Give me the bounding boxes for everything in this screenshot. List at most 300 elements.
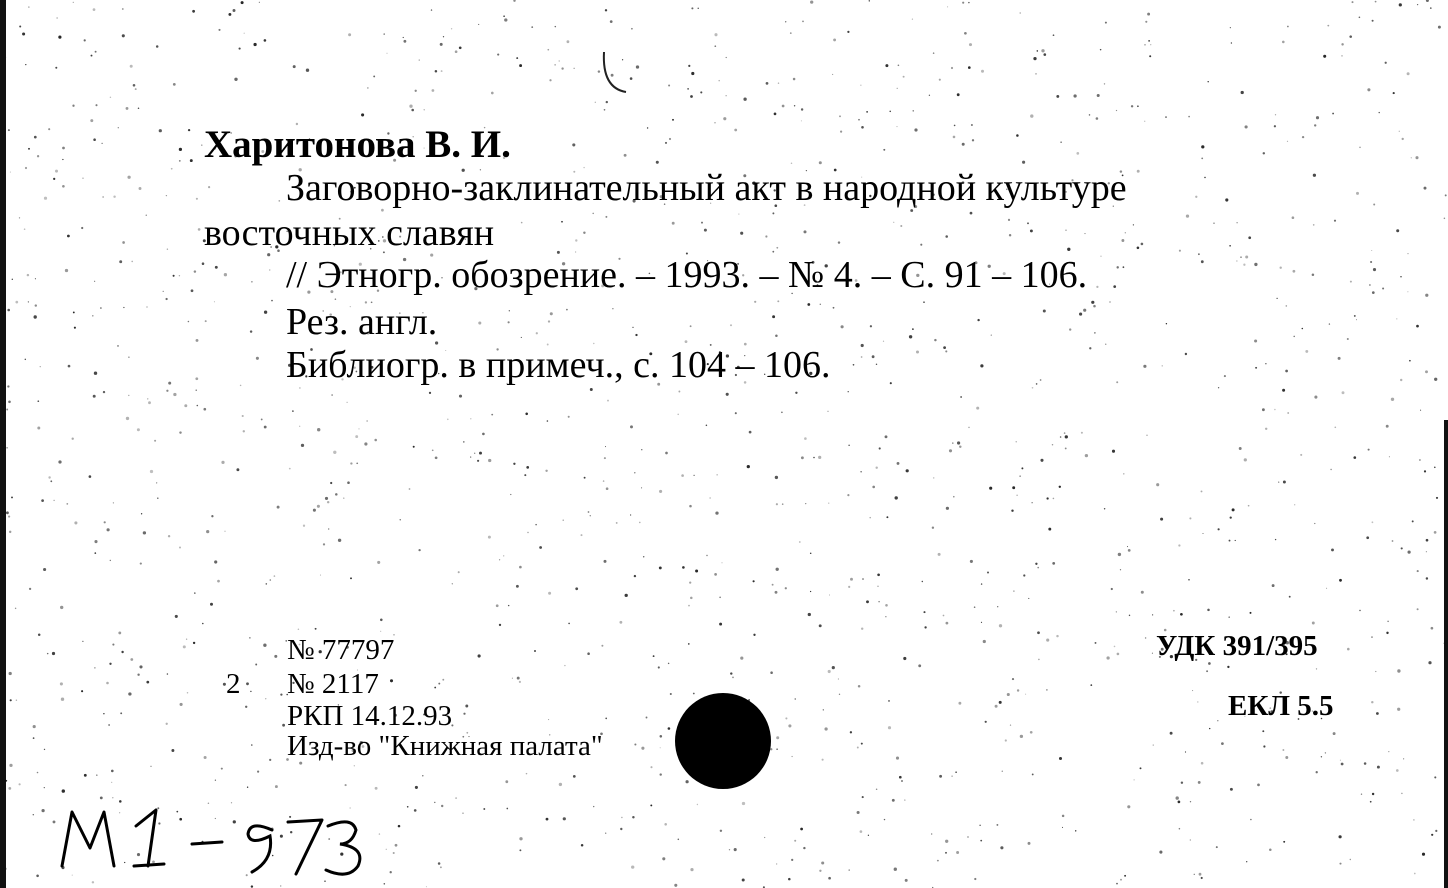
speckle xyxy=(1019,475,1020,476)
speckle xyxy=(488,536,491,539)
speckle xyxy=(411,109,414,112)
speckle xyxy=(1033,57,1036,60)
speckle xyxy=(81,690,83,692)
speckle xyxy=(853,364,855,366)
speckle xyxy=(315,628,317,630)
speckle xyxy=(804,437,807,440)
speckle xyxy=(1041,49,1044,52)
speckle xyxy=(37,400,39,402)
speckle xyxy=(1392,540,1394,542)
speckle xyxy=(1037,631,1040,634)
speckle xyxy=(187,692,189,694)
speckle xyxy=(168,382,171,385)
speckle xyxy=(1209,728,1210,729)
speckle xyxy=(1417,570,1419,572)
speckle xyxy=(435,70,438,73)
speckle xyxy=(50,480,52,482)
speckle xyxy=(374,439,377,442)
speckle xyxy=(126,107,129,110)
speckle xyxy=(932,527,934,529)
speckle xyxy=(1275,539,1276,540)
speckle xyxy=(247,787,248,788)
speckle xyxy=(154,440,156,442)
speckle xyxy=(957,93,960,96)
speckle xyxy=(1195,196,1197,198)
speckle xyxy=(824,727,827,730)
speckle xyxy=(548,592,551,595)
speckle xyxy=(717,474,718,475)
speckle xyxy=(74,327,76,329)
speckle xyxy=(1286,305,1288,307)
speckle xyxy=(980,840,982,842)
speckle xyxy=(1366,536,1369,539)
speckle xyxy=(1417,4,1418,5)
speckle xyxy=(84,774,87,777)
speckle xyxy=(776,503,778,505)
speckle xyxy=(218,29,220,31)
speckle xyxy=(559,60,560,61)
speckle xyxy=(791,756,792,757)
speckle xyxy=(1140,767,1142,769)
speckle xyxy=(48,128,50,130)
speckle xyxy=(573,775,576,778)
speckle xyxy=(668,84,670,86)
speckle xyxy=(1407,72,1410,75)
speckle xyxy=(424,109,425,110)
speckle xyxy=(1287,412,1289,414)
speckle xyxy=(604,109,606,111)
speckle xyxy=(568,623,570,625)
speckle xyxy=(1023,574,1025,576)
speckle xyxy=(73,311,75,313)
speckle xyxy=(1144,121,1145,122)
speckle xyxy=(210,603,213,606)
speckle xyxy=(829,594,830,595)
speckle xyxy=(22,32,25,35)
speckle xyxy=(91,55,93,57)
speckle xyxy=(264,311,267,314)
speckle xyxy=(1152,614,1153,615)
speckle xyxy=(1035,73,1036,74)
speckle xyxy=(90,119,93,122)
speckle xyxy=(214,560,217,563)
speckle xyxy=(1265,428,1267,430)
speckle xyxy=(491,92,494,95)
speckle xyxy=(620,828,622,830)
speckle xyxy=(909,335,912,338)
publisher: Изд-во "Книжная палата" xyxy=(287,730,603,762)
speckle xyxy=(890,382,892,384)
speckle xyxy=(1134,779,1135,780)
speckle xyxy=(1407,291,1408,292)
speckle xyxy=(355,435,358,438)
speckle xyxy=(1116,381,1118,383)
speckle xyxy=(166,390,168,392)
speckle xyxy=(7,309,10,312)
speckle xyxy=(250,330,252,332)
speckle xyxy=(10,172,11,173)
speckle xyxy=(483,808,485,810)
speckle xyxy=(572,143,575,146)
speckle xyxy=(981,583,982,584)
speckle xyxy=(1011,509,1013,511)
speckle xyxy=(110,560,111,561)
card-left-edge xyxy=(0,0,6,888)
speckle xyxy=(794,105,795,106)
speckle xyxy=(791,163,793,165)
speckle xyxy=(403,40,406,43)
speckle xyxy=(1280,267,1282,269)
speckle xyxy=(1002,771,1003,772)
speckle xyxy=(1331,548,1334,551)
speckle xyxy=(1248,505,1250,507)
speckle xyxy=(735,412,737,414)
speckle xyxy=(1124,875,1126,877)
speckle xyxy=(192,10,195,13)
speckle xyxy=(58,36,61,39)
speckle xyxy=(810,0,813,3)
speckle xyxy=(1053,34,1055,36)
speckle xyxy=(1198,253,1200,255)
speckle xyxy=(1393,92,1395,94)
speckle xyxy=(1046,689,1048,691)
speckle xyxy=(100,796,103,799)
speckle xyxy=(333,451,336,454)
speckle xyxy=(259,2,260,3)
speckle xyxy=(1397,708,1400,711)
speckle xyxy=(1017,689,1019,691)
speckle xyxy=(704,229,707,232)
speckle xyxy=(173,275,175,277)
speckle xyxy=(317,505,320,508)
speckle xyxy=(1085,454,1088,457)
speckle xyxy=(1179,250,1181,252)
speckle xyxy=(772,315,775,318)
speckle xyxy=(1053,498,1055,500)
speckle xyxy=(839,694,840,695)
speckle xyxy=(1371,250,1372,251)
speckle xyxy=(967,836,968,837)
speckle xyxy=(1340,760,1341,761)
speckle xyxy=(981,622,982,623)
speckle xyxy=(1104,83,1105,84)
speckle xyxy=(1198,781,1201,784)
speckle xyxy=(785,587,787,589)
speckle xyxy=(1040,379,1042,381)
speckle xyxy=(508,605,509,606)
speckle xyxy=(848,869,849,870)
speckle xyxy=(714,573,717,576)
speckle xyxy=(206,530,209,533)
speckle xyxy=(820,304,821,305)
speckle xyxy=(41,499,44,502)
speckle xyxy=(647,127,648,128)
speckle xyxy=(1382,287,1384,289)
speckle xyxy=(800,828,803,831)
speckle xyxy=(772,212,774,214)
speckle xyxy=(1037,50,1039,52)
speckle xyxy=(407,806,409,808)
speckle xyxy=(999,624,1002,627)
speckle xyxy=(61,698,64,701)
speckle xyxy=(1334,426,1336,428)
speckle xyxy=(516,57,518,59)
speckle xyxy=(983,640,986,643)
speckle xyxy=(1009,234,1011,236)
copy-count: 2 xyxy=(226,668,241,700)
speckle xyxy=(107,528,110,531)
speckle xyxy=(1106,656,1109,659)
speckle xyxy=(1181,781,1183,783)
speckle xyxy=(720,830,722,832)
speckle xyxy=(127,176,130,179)
speckle xyxy=(1190,839,1191,840)
speckle xyxy=(1089,114,1091,116)
speckle xyxy=(15,608,16,609)
speckle xyxy=(1084,233,1085,234)
speckle xyxy=(242,415,244,417)
speckle xyxy=(1228,616,1230,618)
speckle xyxy=(714,45,716,47)
speckle xyxy=(872,486,875,489)
speckle xyxy=(233,9,236,12)
speckle xyxy=(366,420,367,421)
speckle xyxy=(121,651,123,653)
speckle xyxy=(462,812,463,813)
speckle xyxy=(478,24,479,25)
speckle xyxy=(205,320,207,322)
speckle xyxy=(93,8,96,11)
speckle xyxy=(1201,260,1204,263)
speckle xyxy=(1368,449,1370,451)
speckle xyxy=(1436,497,1438,499)
speckle xyxy=(1120,879,1122,881)
speckle xyxy=(1402,138,1404,140)
speckle xyxy=(991,334,992,335)
speckle xyxy=(1089,347,1091,349)
speckle xyxy=(455,797,457,799)
speckle xyxy=(790,32,792,34)
speckle xyxy=(1314,124,1316,126)
speckle xyxy=(465,705,468,708)
speckle xyxy=(356,462,358,464)
speckle xyxy=(945,840,948,843)
speckle xyxy=(57,17,58,18)
speckle xyxy=(1104,508,1105,509)
speckle xyxy=(418,549,420,551)
speckle xyxy=(463,713,465,715)
speckle xyxy=(1254,263,1257,266)
speckle xyxy=(1425,294,1428,297)
speckle xyxy=(1123,473,1124,474)
speckle xyxy=(883,341,884,342)
speckle xyxy=(740,232,743,235)
speckle xyxy=(112,644,114,646)
speckle xyxy=(44,749,45,750)
speckle xyxy=(1216,846,1218,848)
speckle xyxy=(1116,266,1118,268)
speckle xyxy=(861,344,864,347)
speckle xyxy=(888,700,890,702)
speckle xyxy=(1353,456,1356,459)
speckle xyxy=(167,673,169,675)
speckle xyxy=(893,222,894,223)
speckle xyxy=(1143,365,1146,368)
speckle xyxy=(912,328,914,330)
speckle xyxy=(1426,539,1429,542)
speckle xyxy=(1201,145,1204,148)
speckle xyxy=(130,658,133,661)
speckle xyxy=(506,808,508,810)
speckle xyxy=(946,622,949,625)
speckle xyxy=(447,419,449,421)
speckle xyxy=(1372,793,1374,795)
speckle xyxy=(659,490,662,493)
speckle xyxy=(354,765,355,766)
speckle xyxy=(535,524,537,526)
speckle xyxy=(1036,383,1038,385)
speckle xyxy=(1325,752,1326,753)
speckle xyxy=(188,321,190,323)
speckle xyxy=(28,7,29,8)
speckle xyxy=(202,623,204,625)
speckle xyxy=(985,721,987,723)
speckle xyxy=(897,462,900,465)
speckle xyxy=(395,844,398,847)
speckle xyxy=(1062,827,1063,828)
speckle xyxy=(1292,216,1295,219)
speckle xyxy=(924,626,926,628)
speckle xyxy=(516,585,519,588)
speckle xyxy=(386,849,387,850)
speckle xyxy=(1339,579,1342,582)
speckle xyxy=(1059,757,1062,760)
speckle xyxy=(256,357,259,360)
speckle xyxy=(876,364,877,365)
speckle xyxy=(33,725,36,728)
speckle xyxy=(415,786,418,789)
speckle xyxy=(701,222,703,224)
speckle xyxy=(409,488,411,490)
speckle xyxy=(111,770,114,773)
speckle xyxy=(1330,469,1331,470)
speckle xyxy=(828,877,831,880)
speckle xyxy=(606,487,609,490)
speckle xyxy=(742,878,745,881)
speckle xyxy=(781,412,783,414)
speckle xyxy=(659,566,662,569)
speckle xyxy=(630,514,631,515)
speckle xyxy=(732,677,734,679)
speckle xyxy=(188,129,190,131)
speckle xyxy=(906,469,909,472)
speckle xyxy=(939,775,942,778)
speckle xyxy=(1312,622,1315,625)
speckle xyxy=(695,570,698,573)
speckle xyxy=(1373,268,1376,271)
speckle xyxy=(364,442,367,445)
speckle xyxy=(1377,766,1380,769)
speckle xyxy=(604,457,606,459)
speckle xyxy=(1165,116,1167,118)
speckle xyxy=(1282,749,1284,751)
speckle xyxy=(118,631,121,634)
speckle xyxy=(1262,730,1264,732)
speckle xyxy=(1428,661,1431,664)
speckle xyxy=(848,391,849,392)
speckle xyxy=(196,339,199,342)
speckle xyxy=(1188,579,1190,581)
speckle xyxy=(554,64,555,65)
speckle xyxy=(1123,266,1125,268)
speckle xyxy=(113,502,114,503)
speckle xyxy=(730,672,732,674)
speckle xyxy=(665,142,667,144)
speckle xyxy=(38,633,41,636)
speckle xyxy=(1287,141,1288,142)
speckle xyxy=(196,198,198,200)
speckle xyxy=(1370,261,1372,263)
speckle xyxy=(320,575,321,576)
speckle xyxy=(678,839,680,841)
speckle xyxy=(953,496,955,498)
speckle xyxy=(1356,319,1357,320)
speckle xyxy=(9,672,12,675)
speckle xyxy=(240,385,242,387)
speckle xyxy=(1230,27,1231,28)
speckle xyxy=(660,773,662,775)
speckle xyxy=(413,446,415,448)
speckle xyxy=(128,395,129,396)
speckle xyxy=(280,885,281,886)
speckle xyxy=(561,221,563,223)
speckle xyxy=(204,756,207,759)
speckle xyxy=(1240,256,1241,257)
speckle xyxy=(726,393,729,396)
speckle xyxy=(245,706,247,708)
speckle xyxy=(793,78,796,81)
speckle xyxy=(519,849,521,851)
speckle xyxy=(94,540,97,543)
speckle xyxy=(1293,270,1296,273)
speckle xyxy=(264,426,267,429)
speckle xyxy=(828,503,829,504)
speckle xyxy=(858,685,861,688)
speckle xyxy=(442,679,444,681)
speckle xyxy=(970,560,973,563)
speckle xyxy=(1396,318,1397,319)
speckle xyxy=(688,605,690,607)
speckle xyxy=(1338,357,1341,360)
speckle xyxy=(1043,310,1046,313)
speckle xyxy=(581,844,584,847)
speckle xyxy=(1192,690,1193,691)
speckle xyxy=(6,409,8,411)
speckle xyxy=(1083,309,1086,312)
speckle xyxy=(68,365,71,368)
speckle xyxy=(916,350,919,353)
speckle xyxy=(956,851,959,854)
speckle xyxy=(945,852,947,854)
speckle xyxy=(65,269,68,272)
speckle xyxy=(44,197,47,200)
speckle xyxy=(100,307,102,309)
speckle xyxy=(770,748,772,750)
speckle xyxy=(384,883,386,885)
speckle xyxy=(590,515,591,516)
speckle xyxy=(261,418,263,420)
speckle xyxy=(274,575,276,577)
